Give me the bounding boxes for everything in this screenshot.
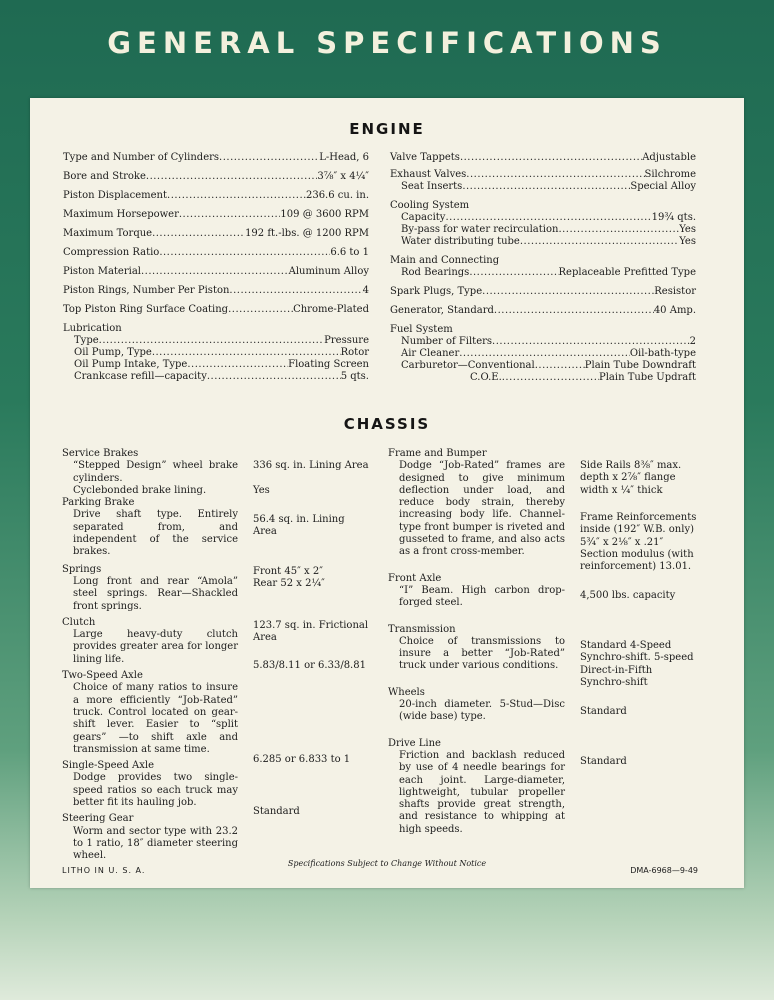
chassis-heading-drive-line: Drive Line — [388, 737, 441, 749]
chassis-text: Dodge provides two single-speed ratios so each truck may better fit its hauling job. — [73, 772, 238, 809]
lubrication-heading: Lubrication — [63, 323, 122, 334]
spec-row: Rod Bearings ..... Replaceable Prefitted Type — [390, 267, 696, 279]
chassis-value: Frame Reinforcements inside (192″ W.B. only) 5¾″ x 2⅛″ x .21″ Section modulus (with reinforcement) 13.01. — [580, 512, 697, 573]
chassis-value: Side Rails 8⅜″ max. depth x 2⅞″ flange width x ¼″ thick — [580, 460, 682, 496]
chassis-text: Friction and backlash reduced by use of 4 needle bearings for each joint. Large-diameter, lightweight, tubular propeller shafts provide great strength, and resistance to whipping at high speeds. — [399, 749, 565, 835]
spec-row: Exhaust Valves ..... Silchrome — [390, 169, 696, 181]
chassis-value: 123.7 sq. in. Frictional Area — [253, 620, 369, 644]
page-title: GENERAL SPECIFICATIONS — [107, 26, 667, 60]
spec-row: By-pass for water recirculation ..... Yes — [390, 224, 696, 236]
spec-row: Air Cleaner ..... Oil-bath-type — [390, 348, 696, 360]
spec-row: Carburetor—Conventional ..... Plain Tube Downdraft — [390, 360, 696, 372]
spec-row: Type and Number of Cylinders ..... L-Head, 6 — [63, 152, 369, 164]
chassis-value: Standard — [580, 756, 627, 767]
spec-row: Top Piston Ring Surface Coating ..... Chrome-Plated — [63, 304, 369, 316]
chassis-heading-parking-brake: Parking Brake — [62, 497, 135, 509]
chassis-heading-frame-bumper: Frame and Bumper — [388, 448, 487, 459]
chassis-heading-clutch: Clutch — [62, 616, 96, 628]
chassis-value: Standard 4-Speed Synchro-shift. 5-speed Direct-in-Fifth Synchro-shift — [580, 640, 694, 688]
chassis-text: Choice of many ratios to insure a more efficiently “Job-Rated” truck. Control located on gear-shift lever. Easier to “split gears” —to shift axle and transmission at same time. — [73, 682, 238, 755]
chassis-text: “I” Beam. High carbon drop-forged steel. — [399, 584, 565, 609]
chassis-text: Cyclebonded brake lining. — [73, 484, 207, 496]
spec-row: Maximum Torque ..... 192 ft.-lbs. @ 1200 RPM — [63, 228, 369, 240]
spec-row: Oil Pump, Type ..... Rotor — [63, 347, 369, 359]
spec-row: C.O.E. ..... Plain Tube Updraft — [390, 372, 696, 384]
spec-row: Crankcase refill—capacity ..... 5 qts. — [63, 371, 369, 383]
chassis-value: 6.285 or 6.833 to 1 — [253, 754, 351, 765]
chassis-value: Standard — [580, 706, 627, 717]
chassis-value: 5.83/8.11 or 6.33/8.81 — [253, 660, 366, 671]
chassis-text: Long front and rear “Amola” steel springs. Rear—Shackled front springs. — [73, 575, 238, 612]
chassis-value: Front 45″ x 2″ Rear 52 x 2¼″ — [253, 566, 325, 590]
spec-row: Piston Material ..... Aluminum Alloy — [63, 266, 369, 278]
chassis-heading-steering-gear: Steering Gear — [62, 813, 134, 825]
chassis-left-text — [62, 448, 238, 863]
chassis-text: Worm and sector type with 23.2 to 1 ratio, 18″ diameter steering wheel. — [73, 825, 238, 862]
chassis-text: Drive shaft type. Entirely separated from, and independent of the service brakes. — [73, 509, 238, 558]
spec-row: Generator, Standard ..... 40 Amp. — [390, 305, 696, 317]
chassis-value: 336 sq. in. Lining Area — [253, 460, 369, 471]
spec-row: Water distributing tube ..... Yes — [390, 236, 696, 248]
chassis-heading-front-axle: Front Axle — [388, 572, 442, 584]
chassis-right-text — [388, 448, 565, 836]
spec-sheet — [30, 98, 744, 888]
fuel-heading: Fuel System — [390, 324, 453, 335]
chassis-text: Choice of transmissions to insure a better “Job-Rated” truck under various conditions. — [399, 635, 565, 672]
chassis-value: 56.4 sq. in. Lining Area — [253, 514, 345, 538]
chassis-text: Dodge “Job-Rated” frames are designed to give minimum deflection under load, and reduce body strain, thereby increasing body life. Channel-type front bumper is riveted and gusseted to frame, and also acts as a front cross-member. — [399, 460, 565, 558]
chassis-text: 20-inch diameter. 5-Stud—Disc (wide base) type. — [399, 699, 565, 723]
spec-row: Compression Ratio ..... 6.6 to 1 — [63, 247, 369, 259]
footer-code: DMA-6968—9-49 — [630, 866, 698, 875]
spec-row: Maximum Horsepower ..... 109 @ 3600 RPM — [63, 209, 369, 221]
footer-litho: LITHO IN U. S. A. — [62, 866, 146, 875]
spec-row: Bore and Stroke ..... 3⅞″ x 4¼″ — [63, 171, 369, 183]
chassis-heading-transmission: Transmission — [388, 623, 456, 635]
chassis-heading: CHASSIS — [343, 415, 431, 433]
spec-row: Oil Pump Intake, Type ..... Floating Screen — [63, 359, 369, 371]
chassis-heading-service-brakes: Service Brakes — [62, 448, 139, 459]
cooling-heading: Cooling System — [390, 200, 470, 211]
spec-row: Type ..... Pressure — [63, 335, 369, 347]
spec-row: Spark Plugs, Type ..... Resistor — [390, 286, 696, 298]
engine-right-column — [390, 152, 696, 384]
spec-row: Seat Inserts ..... Special Alloy — [390, 181, 696, 193]
chassis-heading-two-speed-axle: Two-Speed Axle — [62, 670, 143, 682]
engine-heading: ENGINE — [349, 120, 425, 138]
chassis-value: 4,500 lbs. capacity — [580, 590, 676, 601]
main-connecting-heading: Main and Connecting — [390, 255, 500, 266]
footer-notice: Specifications Subject to Change Without Notice — [287, 859, 487, 868]
spec-row: Piston Displacement ..... 236.6 cu. in. — [63, 190, 369, 202]
chassis-heading-springs: Springs — [62, 563, 102, 575]
chassis-heading-wheels: Wheels — [388, 686, 425, 698]
chassis-heading-single-speed-axle: Single-Speed Axle — [62, 760, 155, 772]
spec-row: Capacity ..... 19¾ qts. — [390, 212, 696, 224]
spec-row: Number of Filters ..... 2 — [390, 336, 696, 348]
spec-row: Valve Tappets ..... Adjustable — [390, 152, 696, 164]
chassis-text: “Stepped Design” wheel brake cylinders. — [73, 460, 238, 484]
engine-left-column — [63, 152, 369, 383]
chassis-value: Standard — [253, 806, 300, 817]
chassis-text: Large heavy-duty clutch provides greater area for longer lining life. — [73, 629, 238, 665]
chassis-value: Yes — [253, 485, 270, 496]
spec-row: Piston Rings, Number Per Piston ..... 4 — [63, 285, 369, 297]
